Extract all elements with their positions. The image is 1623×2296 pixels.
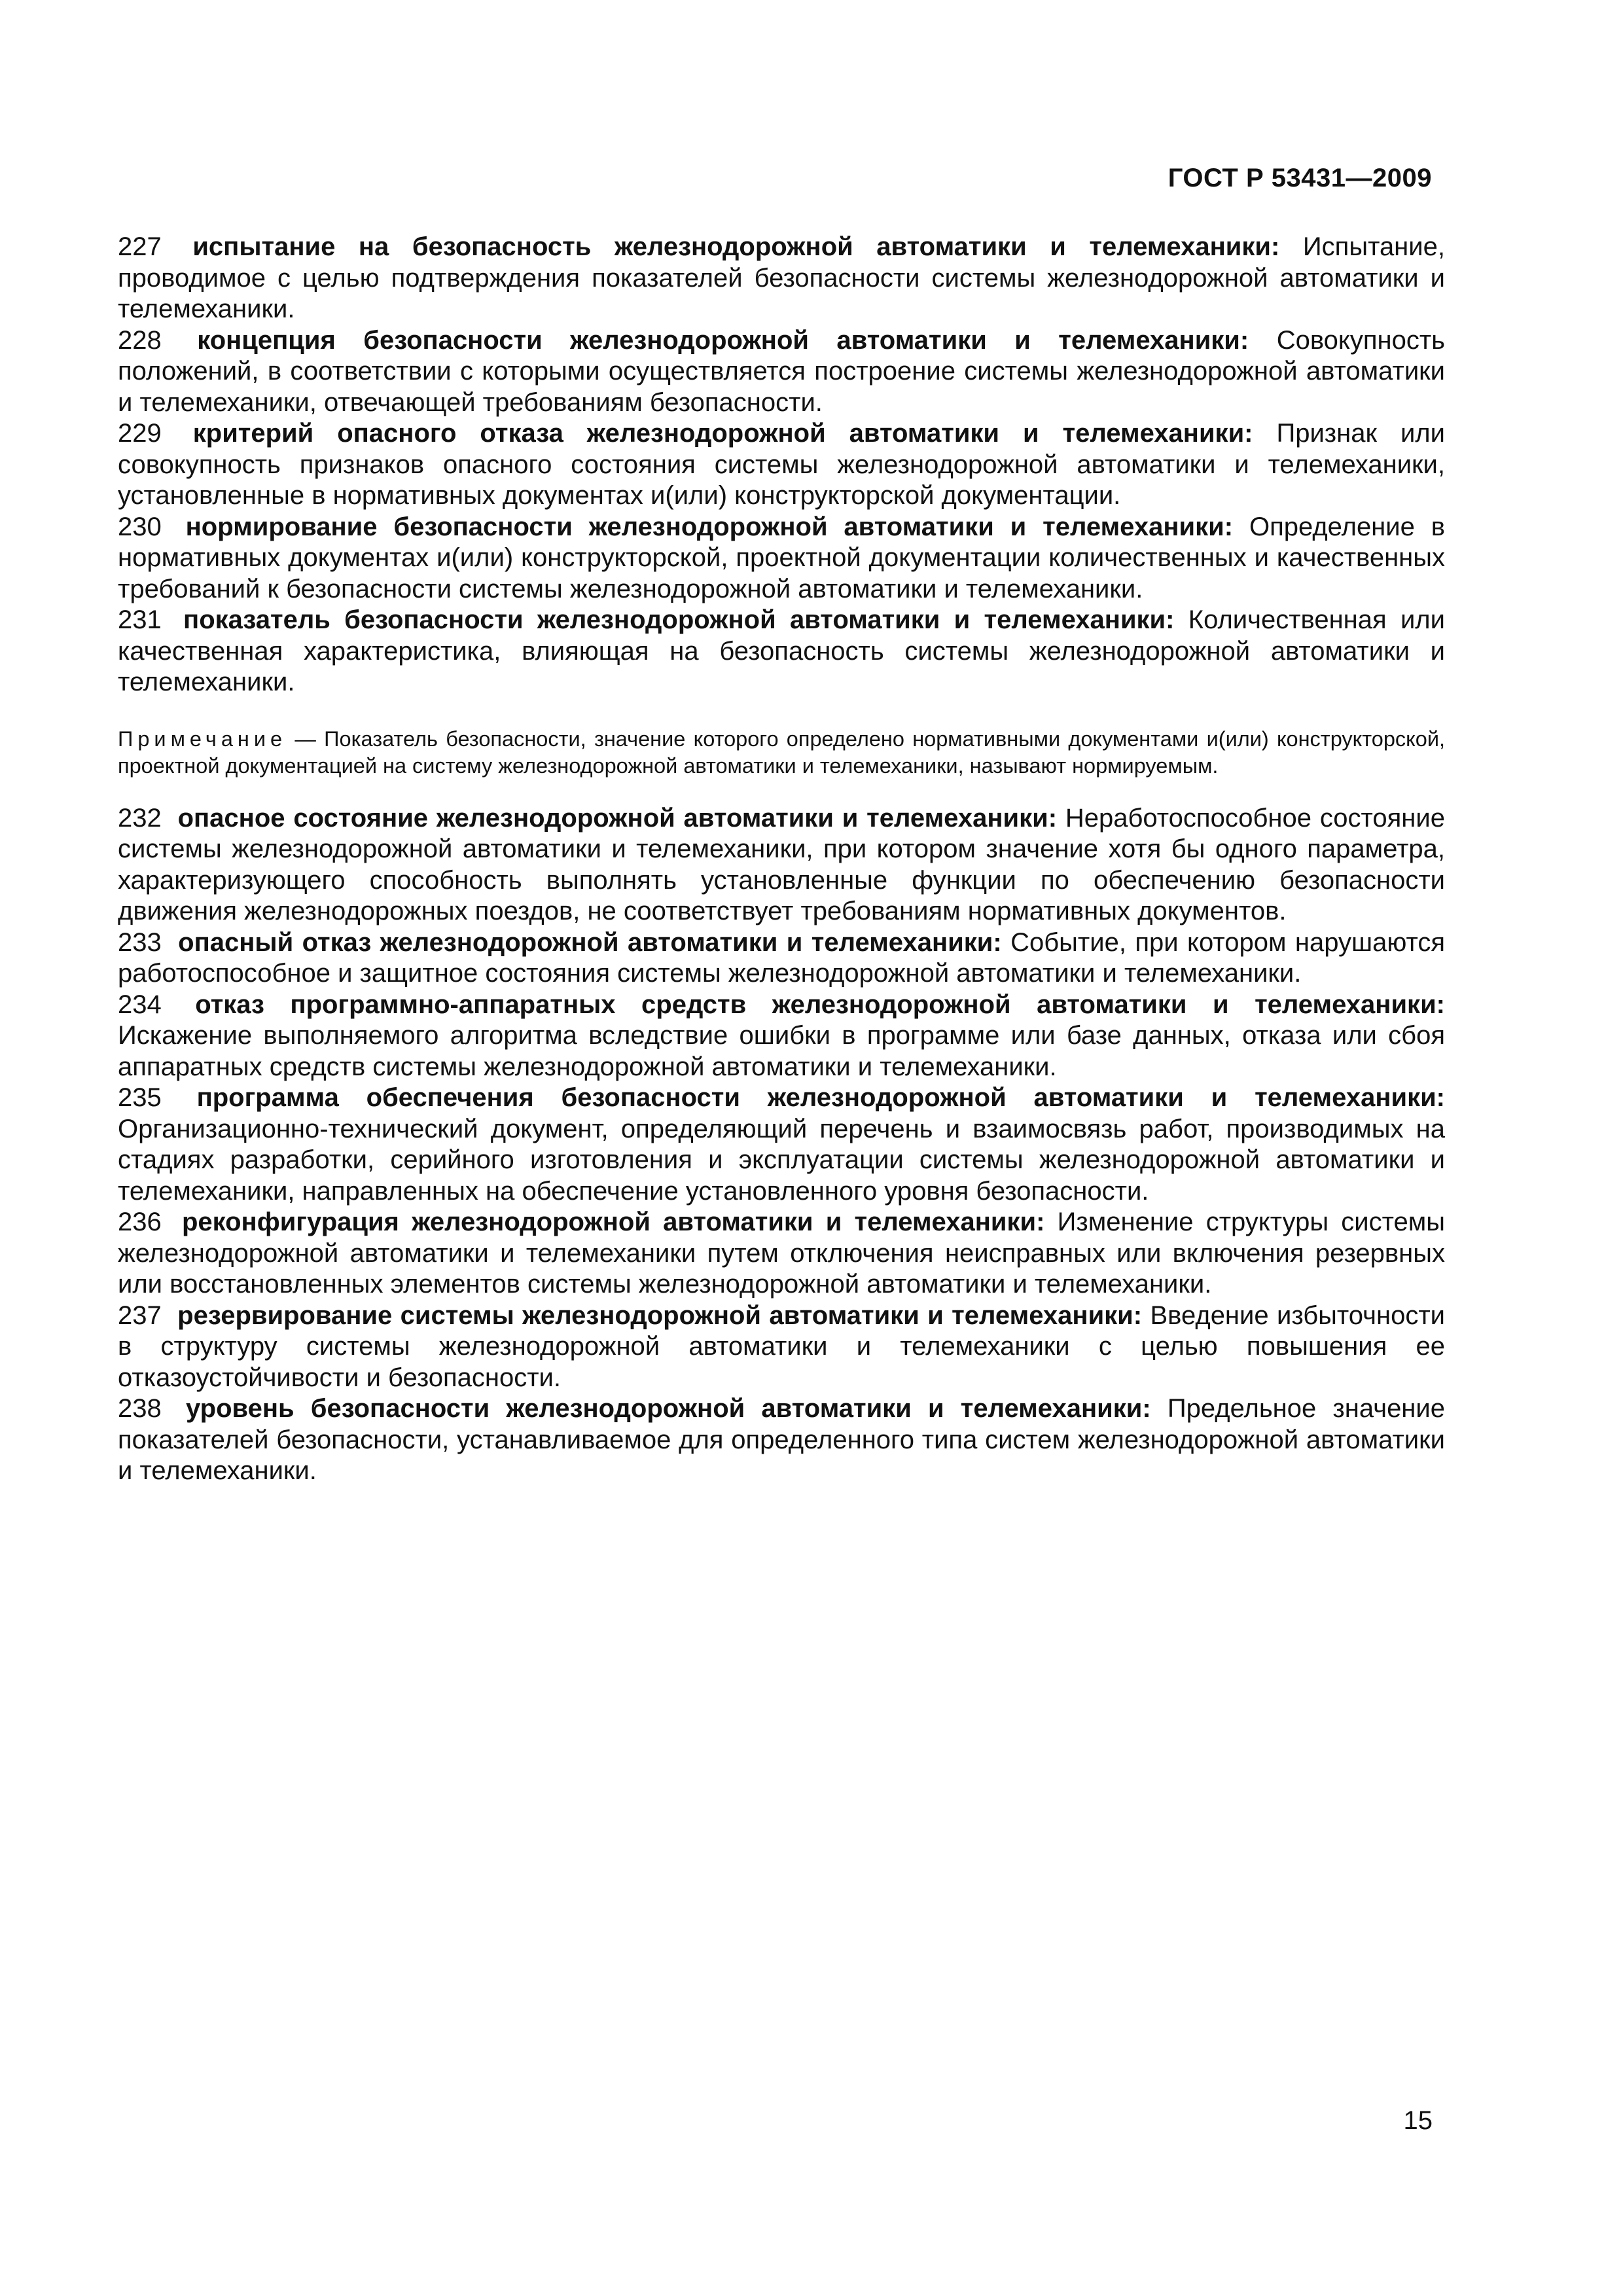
term-number: 235 (118, 1083, 162, 1112)
term-number: 230 (118, 512, 162, 541)
term-title: испытание на безопасность железнодорожной автоматики и телемеханики: (192, 232, 1280, 261)
term-number: 234 (118, 990, 162, 1019)
term-number: 232 (118, 803, 162, 833)
term-entry-237 (118, 1300, 1445, 1394)
note-label: Примечание (118, 726, 287, 751)
term-entry-232 (118, 803, 1445, 927)
term-title: опасное состояние железнодорожной автоматики и телемеханики: (177, 803, 1058, 833)
term-entry-238 (118, 1393, 1445, 1487)
term-definition: Испытание, проводимое с целью подтверждения показателей безопасности системы железнодорожной автоматики и телемеханики. (118, 232, 1445, 323)
term-definition: Организационно-технический документ, определяющий перечень и взаимосвязь работ, производимых на стадиях разработки, серийного изготовления и эксплуатации системы железнодорожной автоматики и телемеханики, направленных на обеспечение установленного уровня безопасности. (118, 1114, 1445, 1206)
term-entry-236 (118, 1207, 1445, 1300)
term-title: показатель безопасности железнодорожной автоматики и телемеханики: (183, 605, 1175, 634)
term-title: программа обеспечения безопасности железнодорожной автоматики и телемеханики: (196, 1083, 1445, 1112)
term-title: концепция безопасности железнодорожной автоматики и телемеханики: (197, 325, 1249, 355)
term-number: 228 (118, 325, 162, 355)
page-number: 15 (1403, 2106, 1433, 2135)
term-number: 238 (118, 1394, 162, 1423)
note-text: Показатель безопасности, значение которого определено нормативными документами и(или) конструкторской, проектной документацией на систему железнодорожной автоматики и телемеханики, называют нормируемым. (118, 726, 1446, 778)
term-number: 227 (118, 232, 162, 261)
document-code-header: ГОСТ Р 53431—2009 (1168, 164, 1432, 192)
term-definition: Признак или совокупность признаков опасного состояния системы железнодорожной автоматики и телемеханики, установленные в нормативных документах и(или) конструкторской документации. (118, 419, 1445, 510)
term-title: нормирование безопасности железнодорожной автоматики и телемеханики: (185, 512, 1234, 541)
term-title: реконфигурация железнодорожной автоматики и телемеханики: (181, 1208, 1045, 1236)
term-entry-234 (118, 990, 1445, 1083)
term-definition: Изменение структуры системы железнодорожной автоматики и телемеханики путем отключения неисправных или включения резервных или восстановленных элементов системы железнодорожной автоматики и телемеханики. (118, 1208, 1445, 1299)
term-entry-235 (118, 1083, 1445, 1207)
term-number: 237 (118, 1300, 162, 1330)
term-number: 231 (118, 605, 162, 634)
term-entry-228 (118, 325, 1445, 419)
term-entry-227 (118, 232, 1445, 325)
term-definition: Количественная или качественная характеристика, влияющая на безопасность системы железнодорожной автоматики и телемеханики. (118, 605, 1445, 696)
term-definition: Введение избыточности в структуру системы железнодорожной автоматики и телемеханики с целью повышения ее отказоустойчивости и безопасности. (118, 1300, 1445, 1392)
term-definition: Неработоспособное состояние системы железнодорожной автоматики и телемеханики, при котором значение хотя бы одного параметра, характеризующего способность выполнять установленные функции по обеспечению безопасности движения железнодорожных поездов, не соответствует требованиям нормативных документов. (118, 803, 1445, 925)
note-separator: — (287, 726, 325, 751)
term-definition: Определение в нормативных документах и(или) конструкторской, проектной документации количественных и качественных требований к безопасности системы железнодорожной автоматики и телемеханики. (118, 512, 1445, 603)
term-title: резервирование системы железнодорожной автоматики и телемеханики: (177, 1300, 1143, 1330)
term-definition: Предельное значение показателей безопасности, устанавливаемое для определенного типа систем железнодорожной автоматики и телемеханики. (118, 1394, 1445, 1485)
term-title: опасный отказ железнодорожной автоматики и телемеханики: (178, 927, 1002, 957)
term-entry-230 (118, 512, 1445, 605)
term-entry-233 (118, 927, 1445, 990)
term-title: уровень безопасности железнодорожной автоматики и телемеханики: (185, 1394, 1151, 1423)
term-number: 233 (118, 927, 162, 957)
note-paragraph (118, 726, 1445, 780)
term-title: отказ программно-аппаратных средств железнодорожной автоматики и телемеханики: (195, 990, 1445, 1019)
term-definition: Событие, при котором нарушаются работоспособное и защитное состояния системы железнодорожной автоматики и телемеханики. (118, 927, 1445, 988)
term-number: 236 (118, 1208, 162, 1236)
term-number: 229 (118, 419, 162, 448)
term-definition: Совокупность положений, в соответствии с которыми осуществляется построение системы железнодорожной автоматики и телемеханики, отвечающей требованиям безопасности. (118, 325, 1445, 417)
terms-content (118, 232, 1445, 1487)
term-entry-229 (118, 418, 1445, 512)
term-title: критерий опасного отказа железнодорожной автоматики и телемеханики: (192, 419, 1253, 448)
term-entry-231 (118, 605, 1445, 698)
term-definition: Искажение выполняемого алгоритма вследствие ошибки в программе или базе данных, отказа или сбоя аппаратных средств системы железнодорожной автоматики и телемеханики. (118, 1021, 1445, 1081)
